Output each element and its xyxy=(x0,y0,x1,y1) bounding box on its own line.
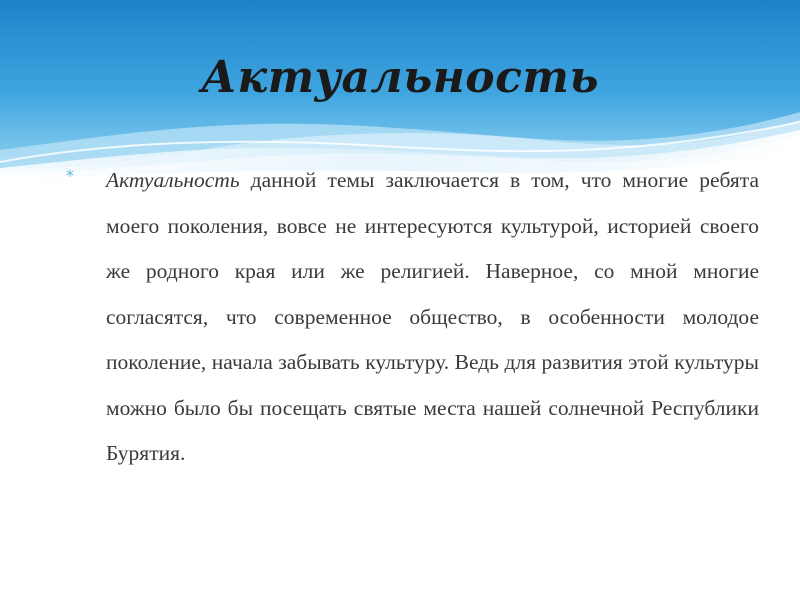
paragraph-text: данной темы заключается в том, что многие ребята моего поколения, вовсе не интересуются культурой, историей своего же родного края или же религией. Наверное, со мной многие согласятся, что современное общество, в особенности молодое поколение, начала забывать культуру. Ведь для развития этой культуры можно было бы посещать святые места нашей солнечной Республики Бурятия. xyxy=(106,168,759,465)
lead-word: Актуальность xyxy=(106,168,240,192)
slide-title: Актуальность xyxy=(200,52,600,103)
body-paragraph xyxy=(106,158,759,477)
bullet-marker-icon: * xyxy=(66,166,74,185)
